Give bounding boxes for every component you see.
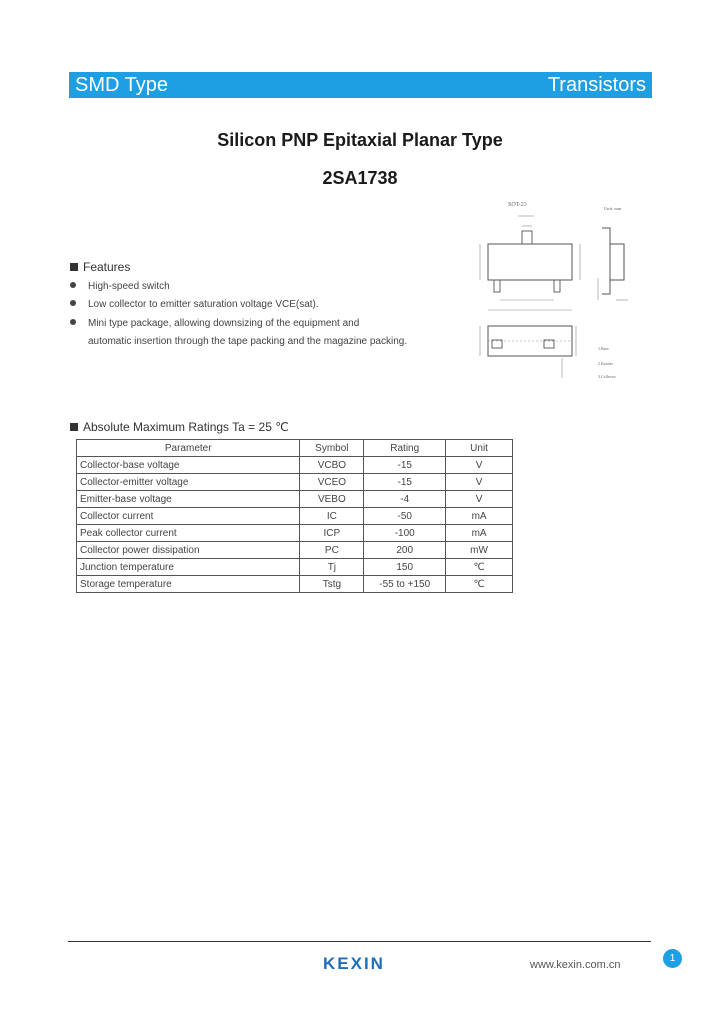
parameter-cell: Collector power dissipation [77, 542, 300, 559]
website-link[interactable]: www.kexin.com.cn [530, 959, 621, 971]
parameter-cell: Emitter-base voltage [77, 491, 300, 508]
table-row [77, 542, 513, 559]
feature-continuation: automatic insertion through the tape packing and the magazine packing. [88, 336, 408, 347]
unit-cell: mA [446, 525, 513, 542]
features-heading [70, 260, 130, 274]
table-row [77, 576, 513, 593]
bullet-icon [70, 300, 76, 306]
features-heading-text: Features [83, 260, 131, 274]
kexin-logo: KEXIN [323, 954, 385, 973]
square-bullet-icon [70, 423, 78, 431]
rating-cell: 150 [364, 559, 446, 576]
column-header: Unit [446, 440, 513, 457]
pin-label-3: 3.Collector [598, 374, 616, 379]
parameter-cell: Junction temperature [77, 559, 300, 576]
header-product-type: Transistors [547, 74, 646, 96]
unit-label: Unit: mm [604, 206, 622, 211]
bullet-icon [70, 319, 76, 325]
unit-cell: mW [446, 542, 513, 559]
footer-divider [68, 941, 651, 942]
pin-label-2: 2.Emitter [598, 361, 613, 366]
page-number: 1 [663, 949, 682, 968]
symbol-cell: PC [300, 542, 364, 559]
feature-text: High-speed switch [88, 281, 170, 292]
parameter-cell: Collector current [77, 508, 300, 525]
package-outline-diagram [470, 198, 640, 388]
symbol-cell: VCBO [300, 457, 364, 474]
square-bullet-icon [70, 263, 78, 271]
table-row [77, 491, 513, 508]
feature-text: Low collector to emitter saturation voltage VCE(sat). [88, 299, 319, 310]
rating-cell: 200 [364, 542, 446, 559]
table-row [77, 457, 513, 474]
package-label: SOT-23 [508, 202, 527, 208]
unit-cell: V [446, 474, 513, 491]
document-title: Silicon PNP Epitaxial Planar Type [217, 130, 503, 150]
header-bar [69, 72, 652, 98]
column-header: Symbol [300, 440, 364, 457]
rating-cell: -15 [364, 457, 446, 474]
parameter-cell: Collector-emitter voltage [77, 474, 300, 491]
feature-item [70, 299, 319, 310]
symbol-cell: IC [300, 508, 364, 525]
symbol-cell: ICP [300, 525, 364, 542]
table-row [77, 508, 513, 525]
symbol-cell: VEBO [300, 491, 364, 508]
table-row [77, 559, 513, 576]
symbol-cell: VCEO [300, 474, 364, 491]
unit-cell: ℃ [446, 576, 513, 593]
parameter-cell: Storage temperature [77, 576, 300, 593]
rating-cell: -4 [364, 491, 446, 508]
symbol-cell: Tstg [300, 576, 364, 593]
unit-cell: V [446, 491, 513, 508]
parameter-cell: Collector-base voltage [77, 457, 300, 474]
rating-cell: -100 [364, 525, 446, 542]
column-header: Parameter [77, 440, 300, 457]
symbol-cell: Tj [300, 559, 364, 576]
unit-cell: V [446, 457, 513, 474]
header-category: SMD Type [75, 74, 168, 96]
unit-cell: mA [446, 508, 513, 525]
pin-label-1: 1.Base [598, 346, 609, 351]
bullet-icon [70, 282, 76, 288]
rating-cell: -55 to +150 [364, 576, 446, 593]
feature-item [70, 318, 359, 329]
unit-cell: ℃ [446, 559, 513, 576]
parameter-cell: Peak collector current [77, 525, 300, 542]
rating-cell: -15 [364, 474, 446, 491]
column-header: Rating [364, 440, 446, 457]
rating-cell: -50 [364, 508, 446, 525]
table-header-row [77, 440, 513, 457]
ratings-heading [70, 420, 289, 434]
table-row [77, 474, 513, 491]
feature-text: Mini type package, allowing downsizing of the equipment and [88, 318, 360, 329]
ratings-heading-text: Absolute Maximum Ratings Ta = 25 [83, 420, 272, 434]
table-row [77, 525, 513, 542]
feature-item [70, 281, 170, 292]
ratings-heading-unit: ℃ [275, 420, 289, 434]
ratings-table [76, 439, 513, 593]
part-number: 2SA1738 [322, 168, 398, 188]
